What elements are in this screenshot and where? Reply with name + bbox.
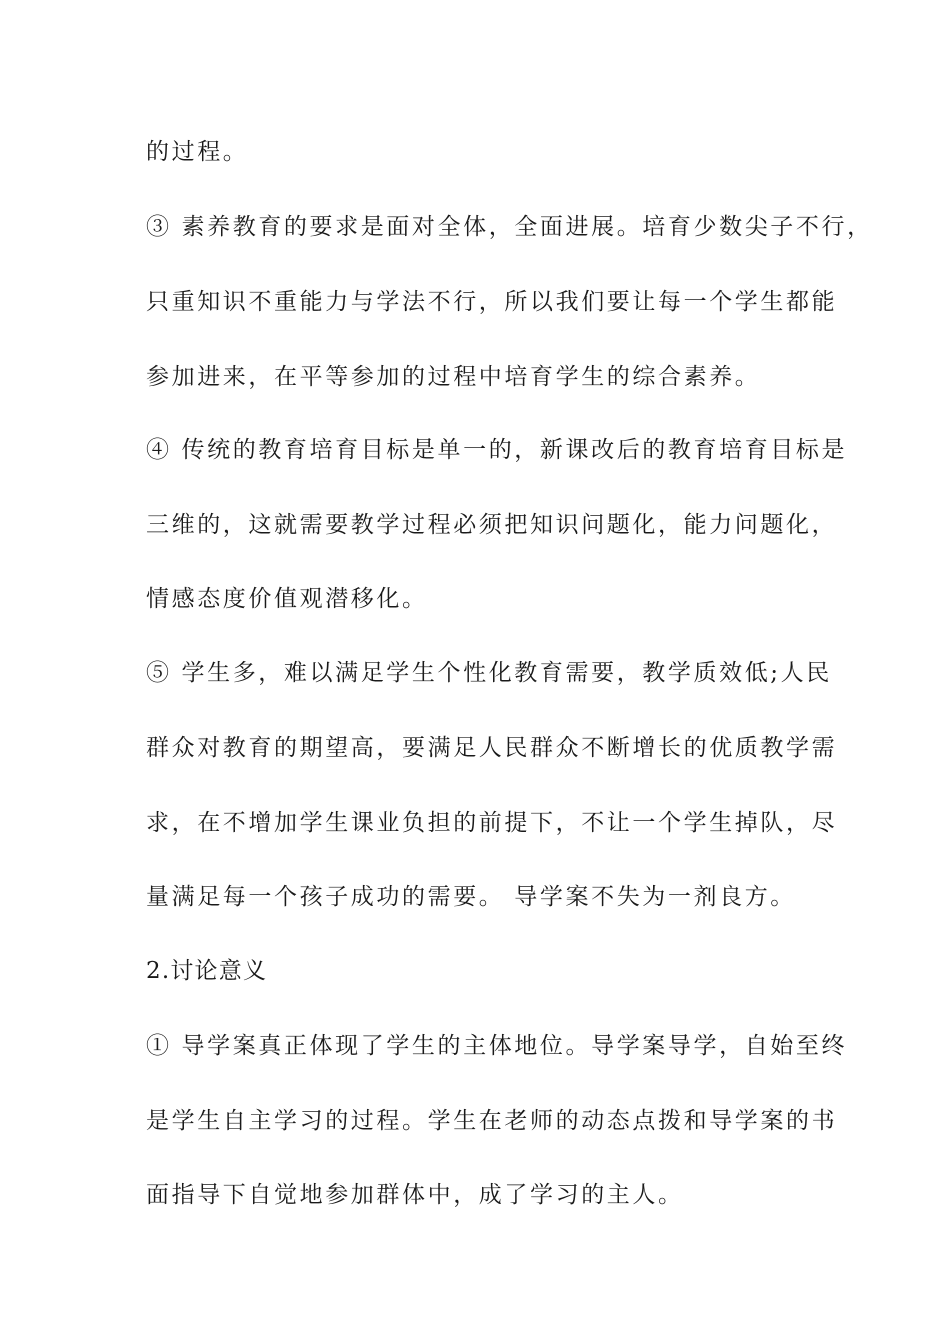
text-line: 是学生自主学习的过程。学生在老师的动态点拨和导学案的书 <box>146 1108 838 1134</box>
text-line: 的过程。 <box>146 139 249 165</box>
text-line: 三维的，这就需要教学过程必须把知识问题化，能力问题化， <box>146 512 838 538</box>
text-line: ③ 素养教育的要求是面对全体，全面进展。培育少数尖子不行， <box>146 214 873 240</box>
text-line: ⑤ 学生多，难以满足学生个性化教育需要，教学质效低;人民 <box>146 660 832 686</box>
section-heading: 2.讨论意义 <box>146 958 268 984</box>
text-line: ① 导学案真正体现了学生的主体地位。导学案导学，自始至终 <box>146 1033 848 1059</box>
text-line: 参加进来，在平等参加的过程中培育学生的综合素养。 <box>146 364 761 390</box>
text-line: 群众对教育的期望高，要满足人民群众不断增长的优质教学需 <box>146 735 838 761</box>
text-line: 量满足每一个孩子成功的需要。 导学案不失为一剂良方。 <box>146 884 796 910</box>
text-line: 面指导下自觉地参加群体中，成了学习的主人。 <box>146 1182 684 1208</box>
text-line: 求，在不增加学生课业负担的前提下，不让一个学生掉队，尽 <box>146 810 838 836</box>
text-line: 情感态度价值观潜移化。 <box>146 586 428 612</box>
text-line: ④ 传统的教育培育目标是单一的，新课改后的教育培育目标是 <box>146 437 848 463</box>
text-line: 只重知识不重能力与学法不行，所以我们要让每一个学生都能 <box>146 289 838 315</box>
